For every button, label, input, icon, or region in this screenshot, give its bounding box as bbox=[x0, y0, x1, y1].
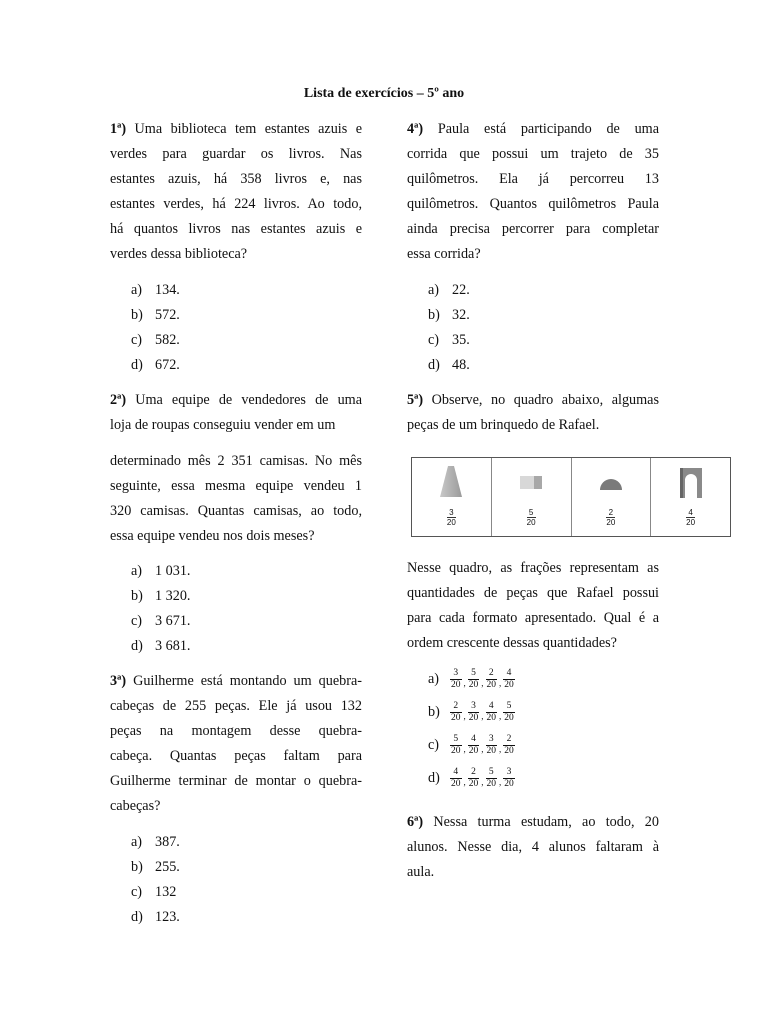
question-text-line: ordem crescente dessas quantidades? bbox=[407, 635, 617, 651]
question-number: 5ª) bbox=[407, 392, 424, 408]
question-text-line: estantes verdes, há 224 livros. Ao todo, bbox=[110, 196, 362, 212]
piece-cell: $\frac{3}{20}$ bbox=[412, 458, 492, 536]
question-number: 4ª) bbox=[407, 121, 424, 137]
question-number: 2ª) bbox=[110, 392, 127, 408]
question-text-line: ainda precisa percorrer para completar bbox=[407, 221, 659, 237]
question-text-line: cabeças? bbox=[110, 798, 161, 814]
option-d: d) 123. bbox=[131, 909, 180, 925]
trapezoid-piece-icon bbox=[436, 464, 466, 504]
question-text-line: quantidades de peças que Rafael possui bbox=[407, 585, 659, 601]
option-a: a) $\frac{3}{20}$ $_,$ $\frac{5}{20}$ $_,$ $\frac{2}{20}$ $_,$ $\frac{4}{20}$ bbox=[428, 668, 514, 690]
piece-cell: $\frac{5}{20}$ bbox=[492, 458, 572, 536]
option-b: b) $\frac{2}{20}$ $_,$ $\frac{3}{20}$ $_,$ $\frac{4}{20}$ $_,$ $\frac{5}{20}$ bbox=[428, 701, 514, 723]
question-text-line: Guilherme está montando um quebra- bbox=[133, 673, 362, 689]
question-text-line: corrida que possui um trajeto de 35 bbox=[407, 146, 659, 162]
question-text-line: verdes para guardar os livros. Nas bbox=[110, 146, 362, 162]
option-b: b) 1 320. bbox=[131, 588, 191, 604]
piece-cell: $\frac{4}{20}$ bbox=[651, 458, 730, 536]
option-d: d) $\frac{4}{20}$ $_,$ $\frac{2}{20}$ $_,$ $\frac{5}{20}$ $_,$ $\frac{3}{20}$ bbox=[428, 767, 514, 789]
question-text-line: Uma equipe de vendedores de uma bbox=[135, 392, 362, 408]
arch-piece-icon bbox=[676, 464, 706, 504]
question-text-line: Guilherme terminar de montar o quebra- bbox=[110, 773, 362, 789]
question-number: 1ª) bbox=[110, 121, 127, 137]
question-text-line: alunos. Nesse dia, 4 alunos faltaram à bbox=[407, 839, 659, 855]
question-text-line: essa corrida? bbox=[407, 246, 481, 262]
option-b: b) 255. bbox=[131, 859, 180, 875]
question-text-line: aula. bbox=[407, 864, 435, 880]
option-c: c) 132 bbox=[131, 884, 177, 900]
question-text-line: Nesse quadro, as frações representam as bbox=[407, 560, 659, 576]
piece-cell: $\frac{2}{20}$ bbox=[572, 458, 652, 536]
option-c: c) 35. bbox=[428, 332, 470, 348]
question-text-line: essa equipe vendeu nos dois meses? bbox=[110, 528, 315, 544]
rectangle-piece-icon bbox=[516, 464, 546, 504]
question-text-line: quilômetros. Quantos quilômetros Paula bbox=[407, 196, 659, 212]
option-d: d) 48. bbox=[428, 357, 470, 373]
question-text-line: Observe, no quadro abaixo, algumas bbox=[431, 392, 659, 408]
option-a: a) 387. bbox=[131, 834, 180, 850]
question-text-line: peças na montagem desse quebra- bbox=[110, 723, 362, 739]
question-text-line: quilômetros. Ela já percorreu 13 bbox=[407, 171, 659, 187]
option-d: d) 672. bbox=[131, 357, 180, 373]
question-text-line: 320 camisas. Quantas camisas, ao todo, bbox=[110, 503, 362, 519]
question-text-line: para cada formato apresentado. Qual é a bbox=[407, 610, 659, 626]
question-text-line: cabeças de 255 peças. Ele já usou 132 bbox=[110, 698, 362, 714]
question-2-continued bbox=[110, 449, 362, 549]
question-text-line: estantes azuis, há 358 livros e, nas bbox=[110, 171, 362, 187]
option-b: b) 32. bbox=[428, 307, 470, 323]
option-a: a) 22. bbox=[428, 282, 470, 298]
option-a: a) 1 031. bbox=[131, 563, 191, 579]
option-d: d) 3 681. bbox=[131, 638, 191, 654]
question-4 bbox=[407, 117, 659, 267]
option-c: c) 3 671. bbox=[131, 613, 191, 629]
question-text-line: peças de um brinquedo de Rafael. bbox=[407, 417, 600, 433]
question-text-line: determinado mês 2 351 camisas. No mês bbox=[110, 453, 362, 469]
option-c: c) $\frac{5}{20}$ $_,$ $\frac{4}{20}$ $_,$ $\frac{3}{20}$ $_,$ $\frac{2}{20}$ bbox=[428, 734, 514, 756]
question-text-line: Uma biblioteca tem estantes azuis e bbox=[134, 121, 363, 137]
semicircle-piece-icon bbox=[596, 464, 626, 504]
page-title: Lista de exercícios – 5º ano bbox=[303, 86, 465, 101]
option-b: b) 572. bbox=[131, 307, 180, 323]
question-1 bbox=[110, 117, 362, 267]
question-6 bbox=[407, 810, 659, 885]
question-text-line: cabeça. Quantas peças faltam para bbox=[110, 748, 362, 764]
question-text-line: há quantos livros nas estantes azuis e bbox=[110, 221, 362, 237]
question-text-line: seguinte, essa mesma equipe vendeu 1 bbox=[110, 478, 362, 494]
question-number: 3ª) bbox=[110, 673, 127, 689]
option-a: a) 134. bbox=[131, 282, 180, 298]
question-3 bbox=[110, 669, 362, 819]
question-text-line: Nessa turma estudam, ao todo, 20 bbox=[433, 814, 659, 830]
pieces-table bbox=[411, 457, 731, 537]
question-number: 6ª) bbox=[407, 814, 424, 830]
question-text-line: Paula está participando de uma bbox=[437, 121, 660, 137]
question-text-line: verdes dessa biblioteca? bbox=[110, 246, 248, 262]
option-c: c) 582. bbox=[131, 332, 180, 348]
question-text-line: loja de roupas conseguiu vender em um bbox=[110, 417, 336, 433]
question-5-text bbox=[407, 556, 659, 656]
question-2 bbox=[110, 388, 362, 438]
question-5 bbox=[407, 388, 659, 438]
